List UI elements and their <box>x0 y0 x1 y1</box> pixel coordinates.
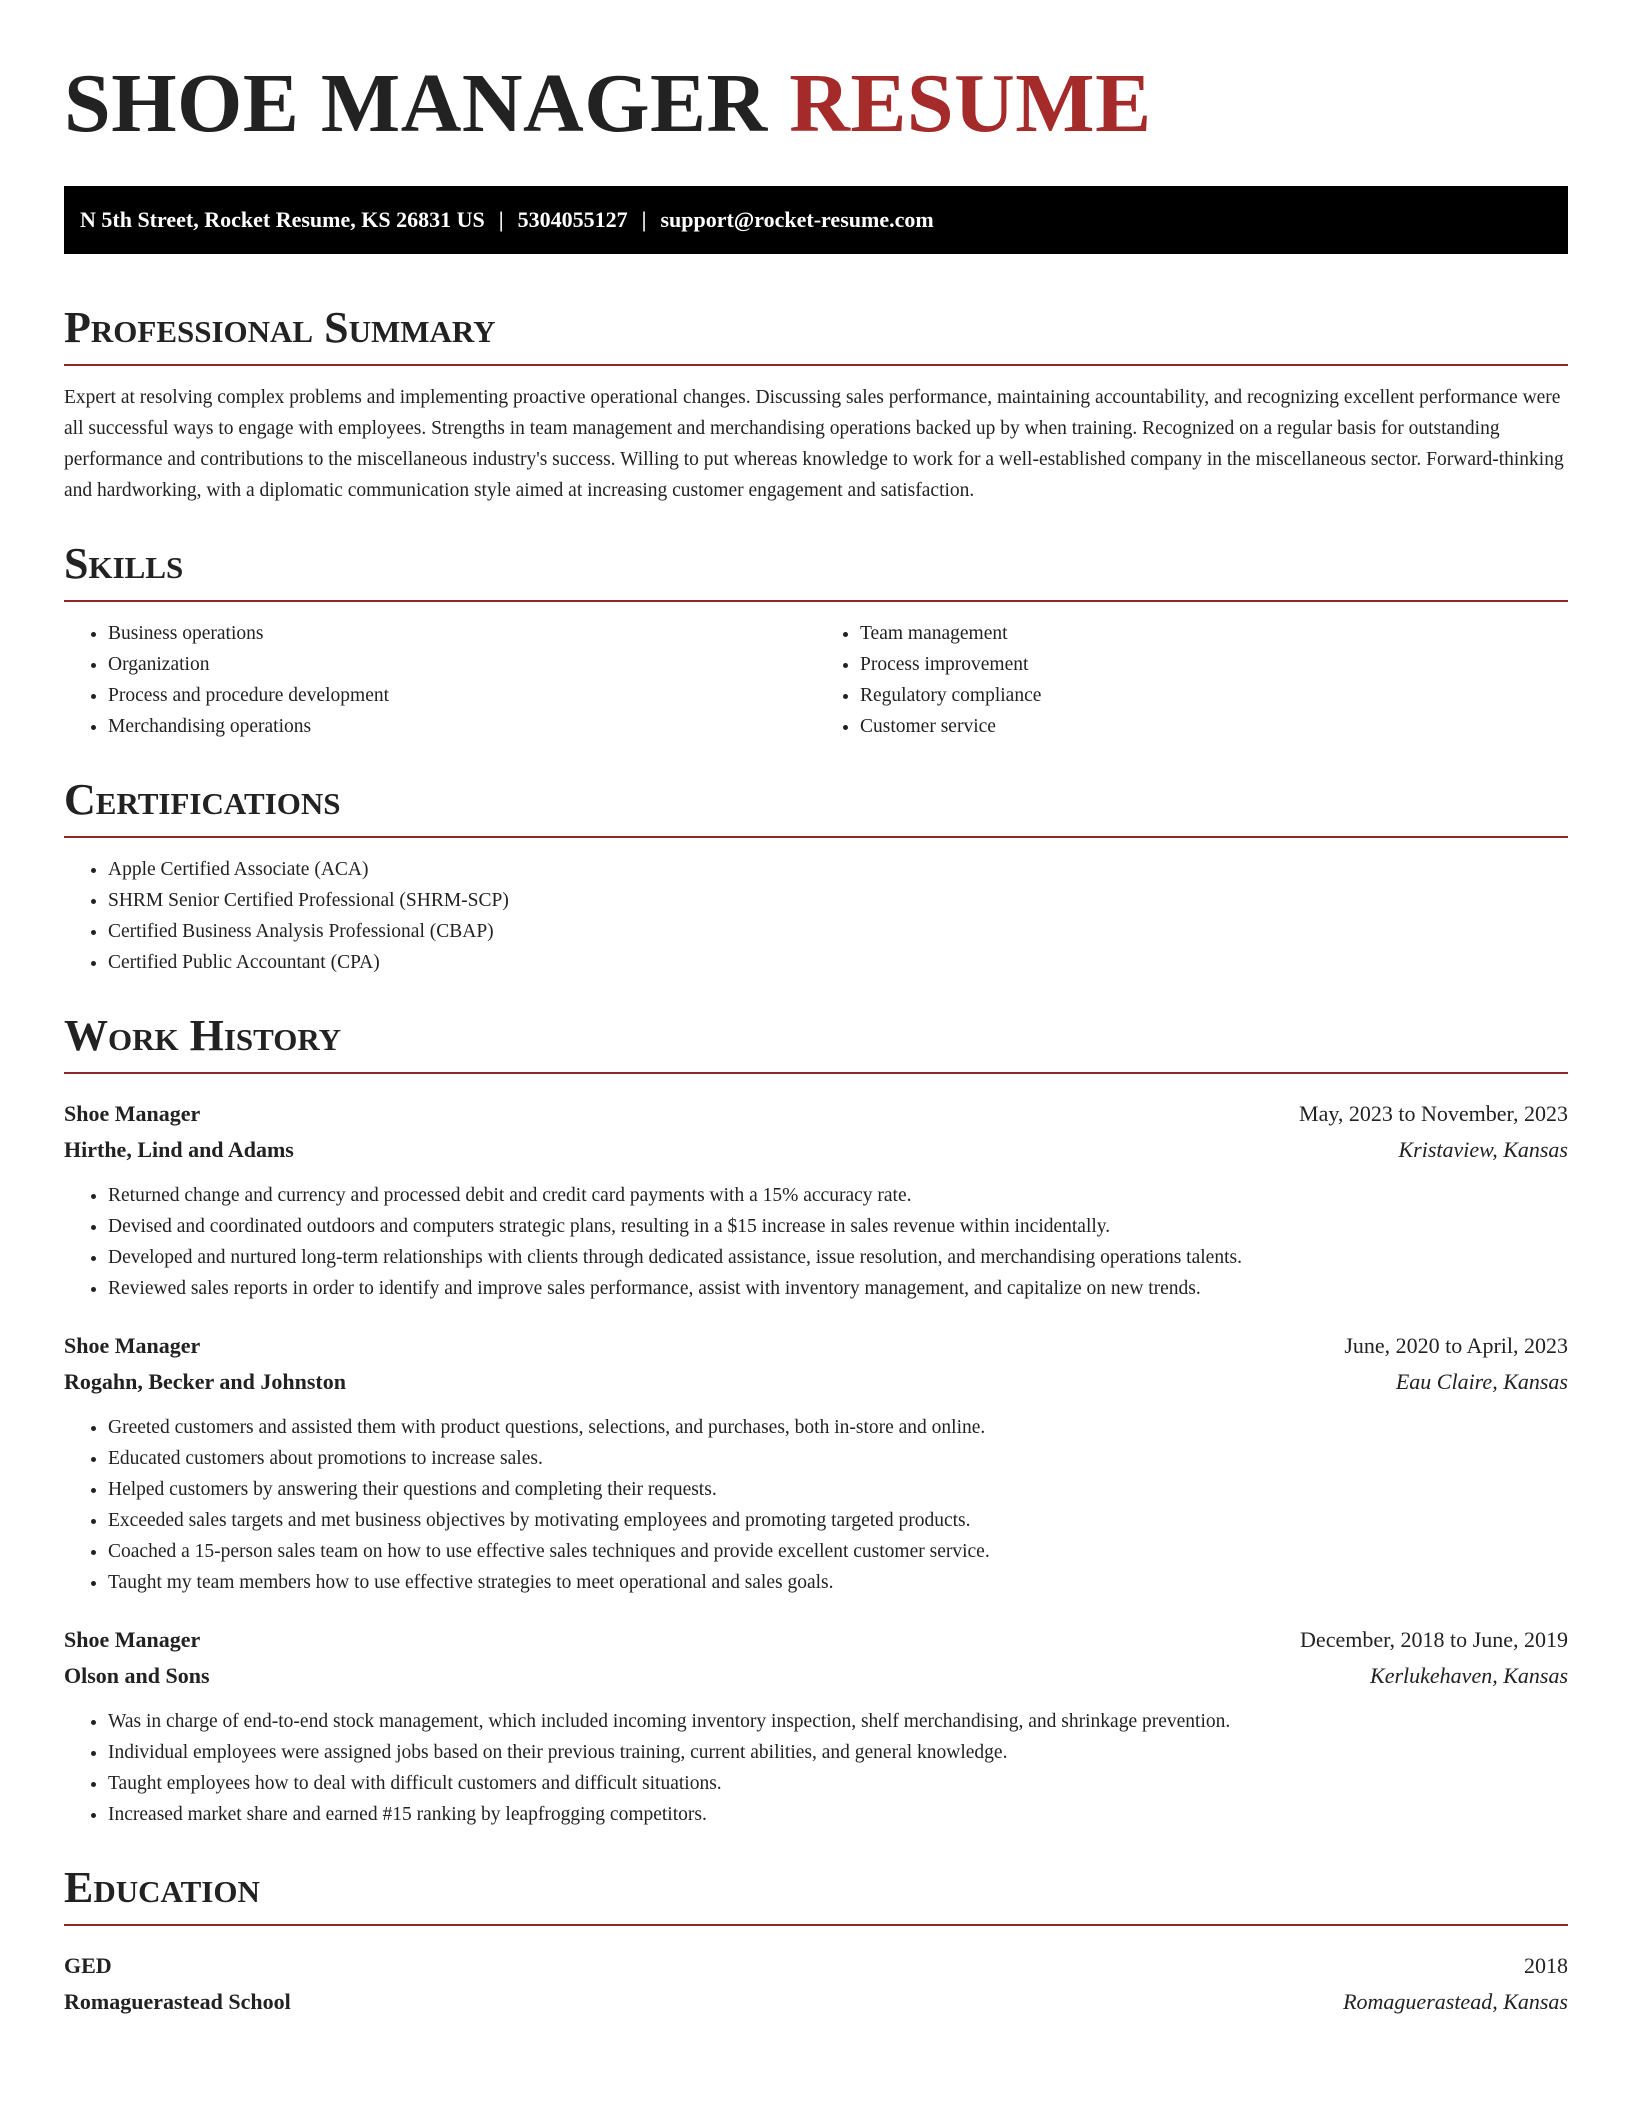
education-degree: GED <box>64 1953 112 1978</box>
skill-item: • Organization <box>108 649 816 680</box>
skills-section <box>64 538 1568 742</box>
certifications-list <box>64 854 1568 978</box>
skill-item: • Process improvement <box>860 649 1568 680</box>
section-divider <box>64 364 1568 366</box>
job-entry <box>64 1622 1568 1830</box>
education-school-row <box>64 1984 1568 2020</box>
title-accent: RESUME <box>789 57 1152 150</box>
contact-phone: 5304055127 <box>517 207 628 232</box>
skill-item: • Business operations <box>108 618 816 649</box>
job-bullet: • Reviewed sales reports in order to identify and improve sales performance, assist with inventory management, and capitalize on new trends. <box>108 1273 1568 1304</box>
skill-item: • Team management <box>860 618 1568 649</box>
job-company: Rogahn, Becker and Johnston <box>64 1369 346 1394</box>
skills-list-left <box>64 618 816 742</box>
job-bullet: • Taught my team members how to use effective strategies to meet operational and sales goals. <box>108 1567 1568 1598</box>
job-entry <box>64 1096 1568 1304</box>
certification-item: • SHRM Senior Certified Professional (SHRM-SCP) <box>108 885 1568 916</box>
job-bullet: • Exceeded sales targets and met business objectives by motivating employees and promoting targeted products. <box>108 1505 1568 1536</box>
job-bullets <box>64 1706 1568 1830</box>
job-bullet: • Developed and nurtured long-term relationships with clients through dedicated assistance, issue resolution, and merchandising operations talents. <box>108 1242 1568 1273</box>
certification-item: • Certified Public Accountant (CPA) <box>108 947 1568 978</box>
job-location: Kristaview, Kansas <box>1398 1137 1568 1162</box>
skill-item: • Customer service <box>860 711 1568 742</box>
job-entry <box>64 1328 1568 1598</box>
job-bullet: • Taught employees how to deal with difficult customers and difficult situations. <box>108 1768 1568 1799</box>
job-company: Hirthe, Lind and Adams <box>64 1137 294 1162</box>
job-location: Eau Claire, Kansas <box>1395 1369 1568 1394</box>
work-history-section <box>64 1010 1568 1830</box>
education-school: Romaguerastead School <box>64 1989 291 2014</box>
job-bullet: • Coached a 15-person sales team on how to use effective sales techniques and provide excellent customer service. <box>108 1536 1568 1567</box>
job-company-row <box>64 1132 1568 1168</box>
skill-item: • Regulatory compliance <box>860 680 1568 711</box>
job-bullet: • Educated customers about promotions to increase sales. <box>108 1443 1568 1474</box>
skill-item: • Process and procedure development <box>108 680 816 711</box>
skill-item: • Merchandising operations <box>108 711 816 742</box>
certification-item: • Certified Business Analysis Professional (CBAP) <box>108 916 1568 947</box>
job-bullet: • Returned change and currency and processed debit and credit card payments with a 15% accuracy rate. <box>108 1180 1568 1211</box>
job-bullet: • Helped customers by answering their questions and completing their requests. <box>108 1474 1568 1505</box>
job-bullets <box>64 1412 1568 1598</box>
education-year: 2018 <box>1524 1953 1568 1978</box>
job-bullet: • Devised and coordinated outdoors and computers strategic plans, resulting in a $15 increase in sales revenue within incidentally. <box>108 1211 1568 1242</box>
education-entry <box>64 1948 1568 2020</box>
job-title-row <box>64 1328 1568 1364</box>
summary-section <box>64 302 1568 506</box>
resume-title <box>64 56 1568 152</box>
job-bullet: • Was in charge of end-to-end stock management, which included incoming inventory inspection, shelf merchandising, and shrinkage prevention. <box>108 1706 1568 1737</box>
education-location: Romaguerastead, Kansas <box>1343 1989 1568 2014</box>
skills-list-right <box>816 618 1568 742</box>
job-company-row <box>64 1658 1568 1694</box>
job-dates: December, 2018 to June, 2019 <box>1300 1627 1568 1652</box>
job-location: Kerlukehaven, Kansas <box>1370 1663 1568 1688</box>
title-main: SHOE MANAGER <box>64 57 768 150</box>
section-divider <box>64 836 1568 838</box>
skills-heading: Skills <box>64 539 184 588</box>
section-divider <box>64 1072 1568 1074</box>
job-title: Shoe Manager <box>64 1627 201 1652</box>
summary-text: Expert at resolving complex problems and implementing proactive operational changes. Discussing sales performance, maintaining accountability, and recognizing excellent performance were all successful ways to engage with employees. Strengths in team management and merchandising operations backed up by when training. Recognized on a regular basis for outstanding performance and contributions to the miscellaneous industry's success. Willing to put whereas knowledge to work for a well-established company in the miscellaneous sector. Forward-thinking and hardworking, with a diplomatic communication style aimed at increasing customer engagement and satisfaction. <box>64 387 1564 501</box>
job-bullets <box>64 1180 1568 1304</box>
education-heading: Education <box>64 1863 260 1912</box>
job-dates: June, 2020 to April, 2023 <box>1344 1333 1568 1358</box>
job-company-row <box>64 1364 1568 1400</box>
education-degree-row <box>64 1948 1568 1984</box>
certifications-heading: Certifications <box>64 775 341 824</box>
contact-separator: | <box>641 207 647 232</box>
job-title-row <box>64 1622 1568 1658</box>
job-title-row <box>64 1096 1568 1132</box>
job-title: Shoe Manager <box>64 1101 201 1126</box>
job-dates: May, 2023 to November, 2023 <box>1299 1101 1568 1126</box>
contact-email: support@rocket-resume.com <box>660 207 934 232</box>
skills-grid <box>64 602 1568 742</box>
contact-address: N 5th Street, Rocket Resume, KS 26831 US <box>80 207 485 232</box>
summary-heading: Professional Summary <box>64 303 496 352</box>
job-bullet: • Increased market share and earned #15 ranking by leapfrogging competitors. <box>108 1799 1568 1830</box>
certifications-section <box>64 774 1568 978</box>
job-company: Olson and Sons <box>64 1663 210 1688</box>
certification-item: • Apple Certified Associate (ACA) <box>108 854 1568 885</box>
contact-separator: | <box>498 207 504 232</box>
contact-bar <box>64 186 1568 254</box>
section-divider <box>64 1924 1568 1926</box>
education-section <box>64 1862 1568 2020</box>
job-title: Shoe Manager <box>64 1333 201 1358</box>
job-bullet: • Greeted customers and assisted them with product questions, selections, and purchases, both in-store and online. <box>108 1412 1568 1443</box>
work-history-heading: Work History <box>64 1011 342 1060</box>
job-bullet: • Individual employees were assigned jobs based on their previous training, current abilities, and general knowledge. <box>108 1737 1568 1768</box>
